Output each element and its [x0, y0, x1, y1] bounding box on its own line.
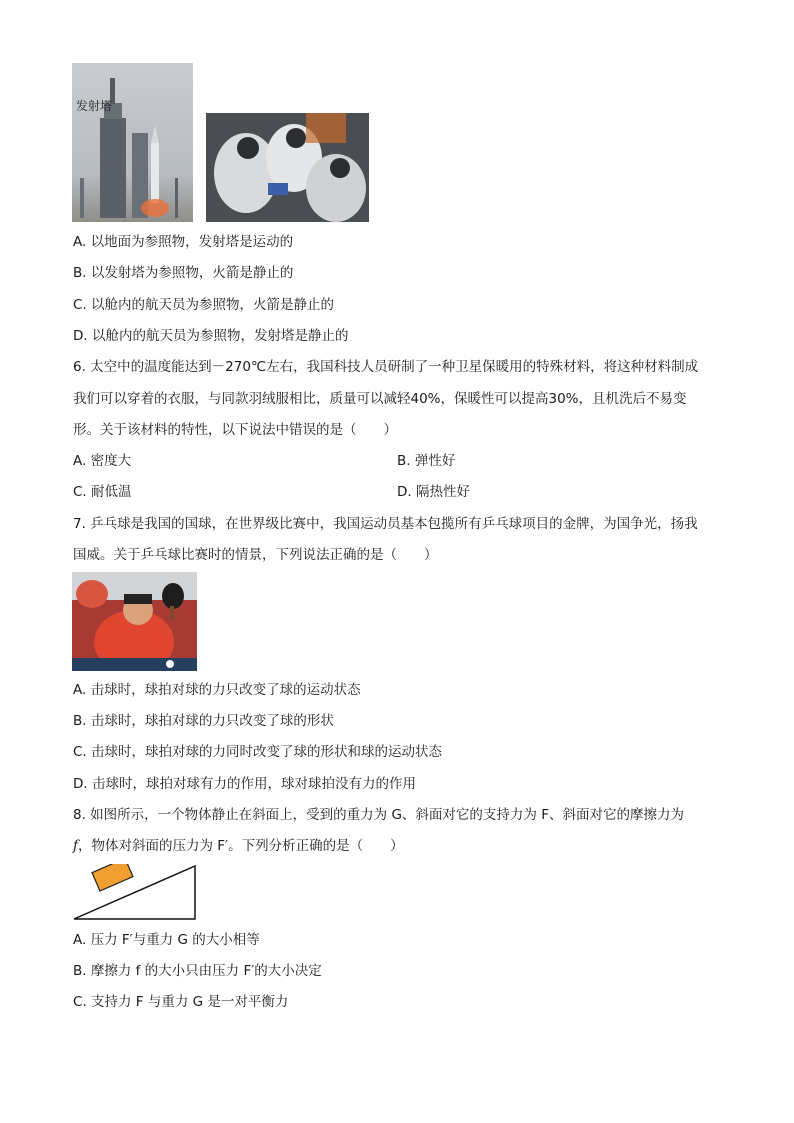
launch-tower-illustration — [72, 63, 193, 222]
q6-option-c: C. 耐低温 — [73, 484, 132, 500]
q5-option-d: D. 以舱内的航天员为参照物，发射塔是静止的 — [73, 328, 349, 344]
q6-stem-line-1: 6. 太空中的温度能达到－270℃左右，我国科技人员研制了一种卫星保暖用的特殊材料，将这种材料制成 — [73, 359, 699, 375]
q7-option-c: C. 击球时，球拍对球的力同时改变了球的形状和球的运动状态 — [73, 744, 443, 760]
tower-label: 发射塔 — [76, 99, 113, 113]
launch-tower-photo — [72, 63, 193, 222]
q5-option-c: C. 以舱内的航天员为参照物，火箭是静止的 — [73, 297, 335, 313]
astronauts-illustration — [206, 113, 369, 222]
q8-option-a: A. 压力 F′与重力 G 的大小相等 — [73, 932, 260, 948]
q5-option-b: B. 以发射塔为参照物，火箭是静止的 — [73, 265, 294, 281]
q8-stem-line-1: 8. 如图所示，一个物体静止在斜面上，受到的重力为 G、斜面对它的支持力为 F、斜面对它的摩擦力为 — [73, 807, 684, 823]
q7-option-d: D. 击球时，球拍对球有力的作用，球对球拍没有力的作用 — [73, 776, 416, 792]
q5-option-a: A. 以地面为参照物，发射塔是运动的 — [73, 234, 294, 250]
q8-stem-line-2-rest: ，物体对斜面的压力为 F′。下列分析正确的是（ ） — [78, 838, 404, 854]
q7-stem-line-2: 国威。关于乒乓球比赛时的情景，下列说法正确的是（ ） — [73, 547, 438, 563]
table-tennis-illustration — [72, 572, 197, 671]
q6-stem-line-2: 我们可以穿着的衣服，与同款羽绒服相比，质量可以减轻40%，保暖性可以提高30%，且机洗后不易变 — [73, 391, 687, 407]
q8-stem-line-2 — [73, 837, 404, 855]
q6-stem-line-3: 形。关于该材料的特性，以下说法中错误的是（ ） — [73, 422, 397, 438]
q8-option-b: B. 摩擦力 f 的大小只由压力 F′的大小决定 — [73, 963, 322, 979]
incline-diagram — [72, 864, 198, 922]
q8-option-c: C. 支持力 F 与重力 G 是一对平衡力 — [73, 994, 289, 1010]
block-on-incline — [92, 864, 133, 891]
q7-option-b: B. 击球时，球拍对球的力只改变了球的形状 — [73, 713, 334, 729]
q7-option-a: A. 击球时，球拍对球的力只改变了球的运动状态 — [73, 682, 361, 698]
astronauts-photo — [206, 113, 369, 222]
q6-option-a: A. 密度大 — [73, 453, 132, 469]
q6-option-d: D. 隔热性好 — [397, 484, 470, 500]
table-tennis-photo — [72, 572, 197, 671]
q8-friction-symbol: f — [73, 838, 78, 854]
q7-stem-line-1: 7. 乒乓球是我国的国球，在世界级比赛中，我国运动员基本包揽所有乒乓球项目的金牌，为国争光，扬我 — [73, 516, 698, 532]
q6-option-b: B. 弹性好 — [397, 453, 456, 469]
